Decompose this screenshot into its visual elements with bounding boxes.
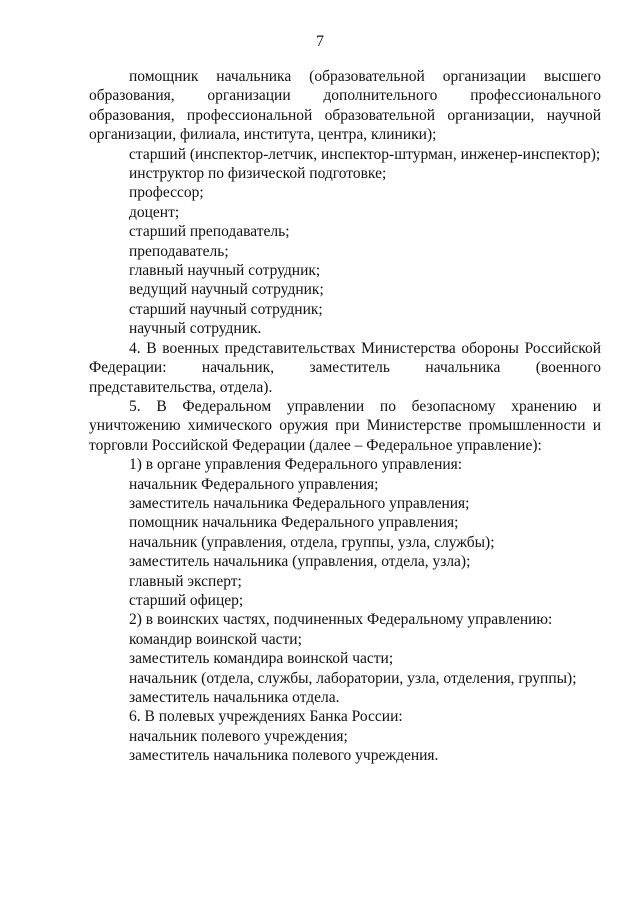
- list-line: главный научный сотрудник;: [129, 262, 321, 280]
- list-line: 2) в воинских частях, подчиненных Федеральному управлению:: [129, 611, 553, 629]
- list-line: старший научный сотрудник;: [129, 300, 323, 318]
- document-body: [89, 67, 601, 766]
- paragraph: старший (инспектор-летчик, инспектор-штурман, инженер-инспектор);: [129, 145, 601, 163]
- list-line: ведущий научный сотрудник;: [129, 281, 324, 299]
- list-line: заместитель начальника отдела.: [129, 689, 340, 706]
- list-line: доцент;: [129, 203, 180, 221]
- list-line: заместитель начальника (управления, отдела, узла);: [129, 553, 471, 571]
- list-line: преподаватель;: [129, 242, 229, 260]
- list-line: начальник (управления, отдела, группы, узла, службы);: [129, 533, 495, 551]
- list-line: заместитель начальника Федерального управления;: [129, 494, 470, 512]
- list-line: главный эксперт;: [129, 572, 242, 590]
- paragraph: 5. В Федеральном управлении по безопасному хранению и уничтожению химического оружия при Министерстве промышленности и торговли Российской Федерации (далее – Федеральное управление):: [89, 397, 601, 454]
- page-number: 7: [316, 33, 324, 50]
- paragraph: начальник (отдела, службы, лаборатории, узла, отделения, группы);: [129, 669, 577, 687]
- list-line: 1) в органе управления Федерального управления:: [129, 456, 463, 474]
- list-line: заместитель начальника полевого учреждения.: [129, 747, 439, 765]
- list-line: 6. В полевых учреждениях Банка России:: [129, 708, 403, 726]
- list-line: командир воинской части;: [129, 630, 302, 648]
- list-line: старший офицер;: [129, 591, 244, 609]
- list-line: заместитель командира воинской части;: [129, 650, 394, 668]
- list-line: начальник Федерального управления;: [129, 475, 379, 493]
- list-line: начальник полевого учреждения;: [129, 727, 348, 745]
- list-line: профессор;: [129, 184, 204, 202]
- paragraph: помощник начальника (образовательной организации высшего образования, организации дополнительного профессионального образования, профессиональной образовательной организации, научной организации, филиала, института, центра, клиники);: [89, 68, 601, 144]
- list-line: инструктор по физической подготовке;: [129, 165, 387, 183]
- list-line: старший преподаватель;: [129, 223, 290, 241]
- list-line: научный сотрудник.: [129, 320, 262, 338]
- list-line: помощник начальника Федерального управления;: [129, 514, 459, 532]
- paragraph: 4. В военных представительствах Министерства обороны Российской Федерации: начальник, заместитель начальника (военного представительства, отдела).: [89, 339, 601, 396]
